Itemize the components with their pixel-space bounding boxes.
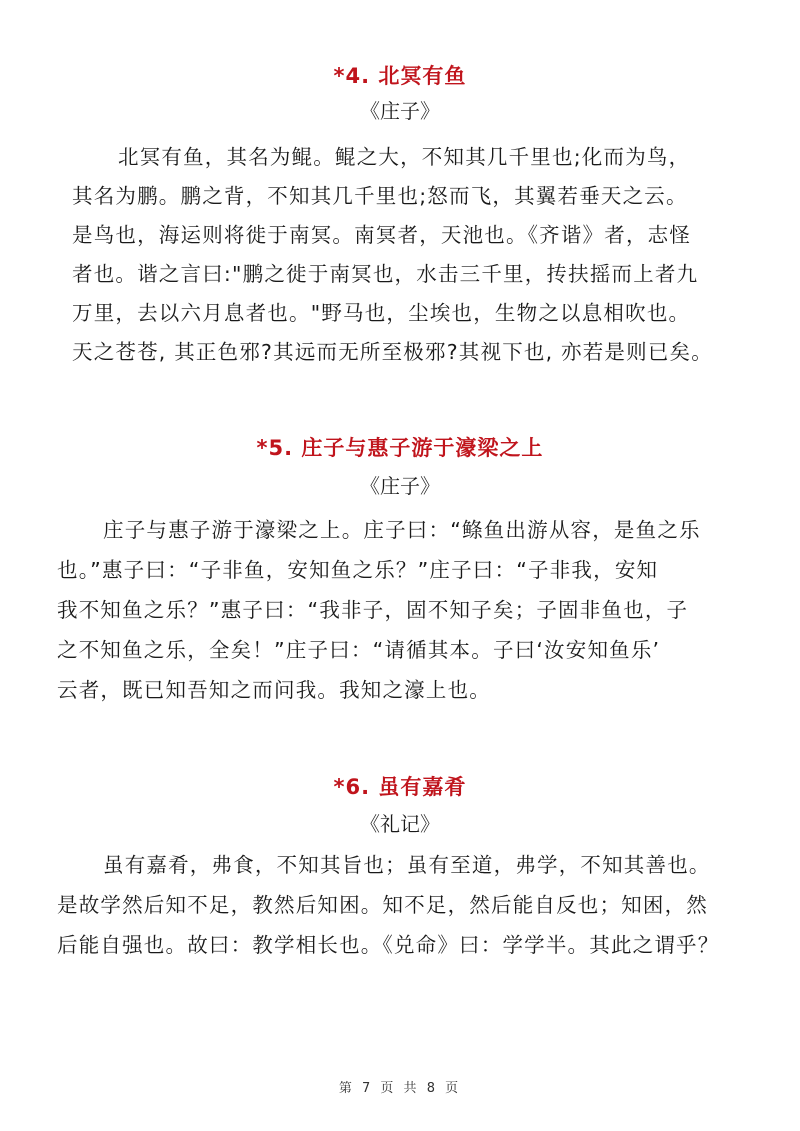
paragraph-line: 庄子与惠子游于濠梁之上。庄子曰：“鲦鱼出游从容，是鱼之乐 bbox=[103, 518, 701, 542]
section-title-suiyou-jiayao: *6. 虽有嘉肴 bbox=[333, 775, 467, 799]
page-number: 第 7 页 共 8 页 bbox=[338, 1081, 462, 1096]
paragraph-line: 北冥有鱼，其名为鲲。鲲之大，不知其几千里也;化而为鸟， bbox=[118, 145, 691, 169]
section-title-beiming-youyu: *4. 北冥有鱼 bbox=[333, 64, 467, 88]
paragraph-line: 之不知鱼之乐，全矣！”庄子曰：“请循其本。子曰‘汝安知鱼乐’ bbox=[57, 638, 661, 662]
paragraph-line: 也。”惠子曰：“子非鱼，安知鱼之乐？”庄子曰：“子非我，安知 bbox=[57, 558, 659, 582]
paragraph-line: 者也。谐之言曰:"鹏之徙于南冥也，水击三千里，抟扶摇而上者九 bbox=[72, 262, 699, 286]
paragraph-line: 是故学然后知不足，教然后知困。知不足，然后能自反也；知困，然 bbox=[57, 893, 708, 917]
paragraph-line: 其名为鹏。鹏之背，不知其几千里也;怒而飞，其翼若垂天之云。 bbox=[72, 184, 688, 208]
section-title-haoliang: *5. 庄子与惠子游于濠梁之上 bbox=[256, 436, 544, 460]
paragraph-line: 天之苍苍, 其正色邪?其远而无所至极邪?其视下也, 亦若是则已矣。 bbox=[72, 340, 713, 364]
paragraph-line: 万里，去以六月息者也。"野马也，尘埃也，生物之以息相吹也。 bbox=[72, 301, 691, 325]
section-source-zhuangzi: 《庄子》 bbox=[360, 474, 440, 498]
paragraph-line: 我不知鱼之乐？”惠子曰：“我非子，固不知子矣；子固非鱼也，子 bbox=[57, 598, 689, 622]
section-source-liji: 《礼记》 bbox=[360, 812, 440, 836]
section-source-zhuangzi: 《庄子》 bbox=[360, 99, 440, 123]
paragraph-line: 后能自强也。故曰：教学相长也。《兑命》曰：学学半。其此之谓乎？ bbox=[57, 933, 720, 957]
paragraph-line: 虽有嘉肴，弗食，不知其旨也；虽有至道，弗学，不知其善也。 bbox=[103, 853, 711, 877]
paragraph-line: 云者，既已知吾知之而问我。我知之濠上也。 bbox=[57, 678, 491, 702]
paragraph-line: 是鸟也，海运则将徙于南冥。南冥者，天池也。《齐谐》者，志怪 bbox=[72, 223, 692, 247]
